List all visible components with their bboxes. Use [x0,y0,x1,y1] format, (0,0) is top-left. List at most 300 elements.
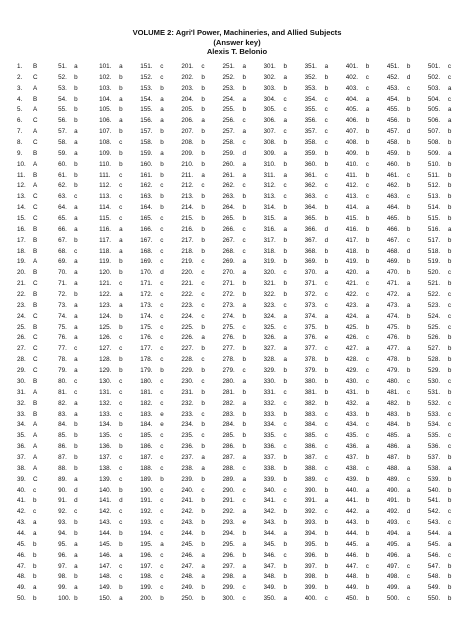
answer-item [181,562,222,573]
question-number: 419. [345,258,358,266]
answer-item [58,529,99,540]
answer-item [428,420,469,431]
answer-letter: b [365,171,370,179]
question-number: 141. [99,497,112,505]
answer-letter: b [406,334,411,342]
answer-item [346,279,387,290]
answer-letter: a [242,301,246,309]
answer-item [181,453,222,464]
answer-letter: b [119,258,123,266]
answer-item [305,594,346,605]
question-number: 492. [386,508,400,516]
question-number: 82. [58,399,67,407]
question-number: 235. [181,432,194,440]
answer-letter: d [160,269,164,277]
answer-letter: c [324,182,328,190]
answer-item [387,540,428,551]
question-number: 39. [17,475,26,483]
answer-item [181,116,222,127]
question-number: 471. [386,280,400,288]
answer-item [264,507,305,518]
answer-letter: b [160,160,164,168]
answer-item [99,257,140,268]
question-number: 119. [99,258,111,266]
answer-letter: b [201,73,205,81]
answer-letter: d [242,149,246,157]
question-number: 191. [140,497,153,505]
question-number: 519. [427,258,441,266]
answer-letter: b [447,486,452,494]
answer-letter: a [365,269,370,277]
answer-item [181,247,222,258]
answer-item [58,453,99,464]
answer-item [181,518,222,529]
question-number: 532. [427,399,441,407]
answer-letter: b [242,291,246,299]
answer-letter: b [365,63,370,70]
answer-letter: B [33,63,38,70]
question-number: 182. [140,399,153,407]
answer-letter: b [406,356,411,364]
answer-item [140,149,181,160]
question-number: 449. [345,584,358,592]
answer-item [99,551,140,562]
question-number: 85. [58,432,67,440]
answer-item [428,312,469,323]
answer-letter: b [74,421,78,429]
answer-letter: c [324,595,328,603]
answer-letter: c [365,356,369,364]
answer-letter: b [324,323,329,331]
answer-letter: c [160,443,164,451]
answer-item [99,399,140,410]
answer-item [140,572,181,583]
answer-letter: b [74,182,78,190]
answer-item [99,496,140,507]
answer-item [222,572,263,583]
question-number: 46. [17,551,26,559]
question-number: 508. [427,139,441,147]
question-number: 409. [345,149,358,157]
answer-letter: b [406,160,411,168]
question-number: 523. [427,301,441,309]
question-number: 422. [345,291,358,299]
answer-letter: a [74,323,78,331]
question-number: 83. [58,410,67,418]
answer-item [264,496,305,507]
answer-letter: c [406,475,410,483]
answer-letter: a [74,258,78,266]
question-number: 518. [427,247,441,255]
answer-letter: B [33,377,38,385]
question-number: 68. [58,247,67,255]
question-number: 478. [386,356,400,364]
answer-item [222,453,263,464]
answer-letter: b [406,410,411,418]
answer-item [181,62,222,73]
answer-item [17,529,58,540]
answer-letter: b [406,106,411,114]
answer-item [346,116,387,127]
answer-letter: c [447,421,452,429]
answer-item [428,442,469,453]
answer-letter: a [74,312,78,320]
question-number: 537. [427,453,441,461]
question-number: 339. [263,475,276,483]
answer-letter: b [74,529,78,537]
answer-item [222,562,263,573]
answer-item [305,355,346,366]
answer-letter: C [33,475,38,483]
question-number: 505. [427,106,441,114]
answer-letter: b [406,95,411,103]
question-number: 455. [386,106,400,114]
answer-item [181,105,222,116]
answer-item [17,453,58,464]
answer-letter: b [74,573,78,581]
answer-item [17,464,58,475]
question-number: 483. [386,410,400,418]
answer-letter: a [242,453,246,461]
question-number: 350. [263,595,276,603]
answer-letter: c [447,519,452,527]
question-number: 178. [140,356,153,364]
answer-item [305,149,346,160]
answer-item [58,95,99,106]
answer-item [17,62,58,73]
answer-item [99,518,140,529]
answer-item [346,420,387,431]
answer-item [17,95,58,106]
question-number: 218. [181,247,194,255]
answer-letter: a [242,562,246,570]
question-number: 6. [17,117,23,125]
answer-letter: c [283,128,287,136]
answer-letter: b [119,486,123,494]
answer-letter: b [201,106,205,114]
answer-letter: a [74,410,78,418]
question-number: 434. [345,421,358,429]
question-number: 549. [427,584,441,592]
answer-item [387,572,428,583]
question-number: 299. [222,584,235,592]
answer-letter: a [74,63,78,70]
question-number: 441. [345,497,358,505]
question-number: 533. [427,410,441,418]
answer-letter: C [33,334,38,342]
question-number: 140. [99,486,112,494]
answer-letter: b [201,497,205,505]
answer-letter: b [324,204,329,212]
answer-item [264,301,305,312]
question-number: 133. [99,410,112,418]
question-number: 359. [304,149,317,157]
answer-item [346,181,387,192]
answer-letter: c [283,421,287,429]
answer-item [17,290,58,301]
answer-letter: c [160,225,164,233]
question-number: 310. [263,160,276,168]
question-number: 322. [263,291,276,299]
answer-letter: c [160,399,164,407]
answer-item [387,366,428,377]
answer-item [222,236,263,247]
answer-letter: b [365,497,370,505]
answer-letter: c [324,128,328,136]
answer-item [140,333,181,344]
answer-item [346,496,387,507]
answer-item [222,475,263,486]
answer-letter: a [406,584,411,592]
question-number: 460. [386,160,400,168]
answer-letter: c [365,182,369,190]
answer-letter: a [365,204,370,212]
answer-item [58,366,99,377]
question-number: 194. [140,529,153,537]
answer-item [428,290,469,301]
question-number: 295. [222,540,235,548]
answer-letter: c [447,508,452,516]
answer-letter: c [324,95,328,103]
question-number: 480. [386,377,400,385]
answer-item [264,236,305,247]
answer-letter: C [33,312,38,320]
answer-letter: b [201,540,205,548]
question-number: 64. [58,204,67,212]
answer-item [222,420,263,431]
answer-letter: a [283,595,288,603]
answer-item [58,507,99,518]
answer-item [305,247,346,258]
question-number: 416. [345,225,358,233]
answer-letter: c [283,399,287,407]
answer-letter: b [406,63,411,70]
question-number: 257. [222,128,235,136]
question-number: 168. [140,247,153,255]
answer-item [140,247,181,258]
answer-item [264,366,305,377]
answer-letter: b [365,149,370,157]
answer-letter: b [365,225,370,233]
question-number: 490. [386,486,400,494]
answer-item [387,529,428,540]
question-number: 300. [222,595,235,603]
question-number: 121. [99,280,112,288]
answer-item [305,257,346,268]
answer-item [58,203,99,214]
answer-item [17,442,58,453]
question-number: 129. [99,367,112,375]
answer-item [99,214,140,225]
answer-item [346,518,387,529]
question-number: 511. [427,171,440,179]
question-number: 331. [263,388,276,396]
answer-item [222,225,263,236]
question-number: 476. [386,334,400,342]
question-number: 513. [427,193,441,201]
answer-item [346,236,387,247]
answer-item [264,355,305,366]
document-title: VOLUME 2: Agri'l Power, Machineries, and Allied Subjects [132,28,342,37]
answer-letter: c [447,399,452,407]
question-number: 147. [99,562,112,570]
question-number: 243. [181,519,194,527]
answer-item [305,160,346,171]
answer-item [305,171,346,182]
question-number: 193. [140,519,153,527]
answer-item [387,486,428,497]
question-number: 231. [181,388,194,396]
answer-item [305,388,346,399]
question-number: 542. [427,508,441,516]
answer-item [140,116,181,127]
answer-item [346,214,387,225]
answer-item [428,95,469,106]
question-number: 185. [140,432,153,440]
answer-letter: b [283,410,288,418]
answer-letter: a [365,345,370,353]
answer-item [264,257,305,268]
question-number: 91. [58,497,67,505]
answer-item [428,181,469,192]
answer-letter: c [283,182,287,190]
answer-item [346,562,387,573]
answer-letter: c [324,421,328,429]
question-number: 162. [140,182,153,190]
answer-item [346,344,387,355]
question-number: 94. [58,529,67,537]
answer-item [264,344,305,355]
answer-letter: c [324,193,328,201]
answer-letter: c [365,562,369,570]
answer-item [140,486,181,497]
answer-letter: b [324,84,329,92]
question-number: 413. [345,193,358,201]
answer-item [58,344,99,355]
answer-item [387,442,428,453]
answer-letter: a [119,225,123,233]
question-number: 34. [17,421,26,429]
question-number: 344. [263,529,276,537]
answer-item [17,138,58,149]
answer-letter: b [406,453,411,461]
question-number: 169. [140,258,153,266]
answer-item [181,257,222,268]
answer-item [305,127,346,138]
answer-item [222,431,263,442]
answer-letter: b [447,193,452,201]
answer-letter: b [283,204,288,212]
answer-item [99,73,140,84]
question-number: 212. [181,182,194,190]
question-number: 351. [304,63,317,70]
question-number: 278. [222,356,235,364]
answer-item [181,236,222,247]
answer-letter: b [365,215,370,223]
answer-letter: b [406,367,411,375]
answer-item [181,344,222,355]
answer-letter: b [242,421,246,429]
answer-item [17,388,58,399]
question-number: 442. [345,508,358,516]
answer-item [428,323,469,334]
answer-letter: c [201,486,205,494]
question-number: 349. [263,584,276,592]
answer-item [428,268,469,279]
answer-letter: c [201,63,205,70]
question-number: 157. [140,128,153,136]
answer-letter: b [406,497,411,505]
answer-item [305,540,346,551]
answer-letter: c [160,63,164,70]
answer-item [305,192,346,203]
answer-letter: c [324,410,328,418]
answer-item [346,225,387,236]
answer-item [264,192,305,203]
answer-letter: d [119,497,123,505]
question-number: 192. [140,508,153,516]
answer-letter: b [119,356,123,364]
question-number: 75. [58,323,67,331]
answer-letter: d [406,128,411,136]
answer-item [17,268,58,279]
question-number: 62. [58,182,67,190]
question-number: 33. [17,410,26,418]
answer-letter: b [74,73,78,81]
question-number: 81. [58,388,67,396]
answer-letter: c [119,573,123,581]
answer-letter: c [447,269,452,277]
question-number: 115. [99,215,111,223]
answer-item [305,138,346,149]
answer-letter: b [324,399,329,407]
question-number: 247. [181,562,194,570]
answer-item [222,247,263,258]
answer-letter: b [160,204,164,212]
answer-item [181,540,222,551]
question-number: 386. [304,443,317,451]
answer-item [387,138,428,149]
answer-letter: b [406,399,411,407]
answer-letter: a [406,280,411,288]
question-number: 166. [140,225,153,233]
answer-item [222,355,263,366]
answer-letter: a [201,464,205,472]
question-number: 72. [58,291,67,299]
answer-item [264,529,305,540]
answer-item [387,518,428,529]
question-number: 356. [304,117,317,125]
answer-letter: b [74,595,78,603]
answer-item [181,431,222,442]
answer-letter: b [242,551,246,559]
answer-item [305,225,346,236]
answer-letter: b [201,193,205,201]
answer-item [428,377,469,388]
question-number: 544. [427,529,441,537]
answer-item [58,268,99,279]
answer-item [17,377,58,388]
question-number: 547. [427,562,441,570]
answer-item [222,214,263,225]
answer-item [17,399,58,410]
answer-letter: b [242,356,246,364]
answer-letter: c [406,519,410,527]
answer-item [17,214,58,225]
answer-item [387,171,428,182]
question-number: 103. [99,84,112,92]
answer-item [305,507,346,518]
